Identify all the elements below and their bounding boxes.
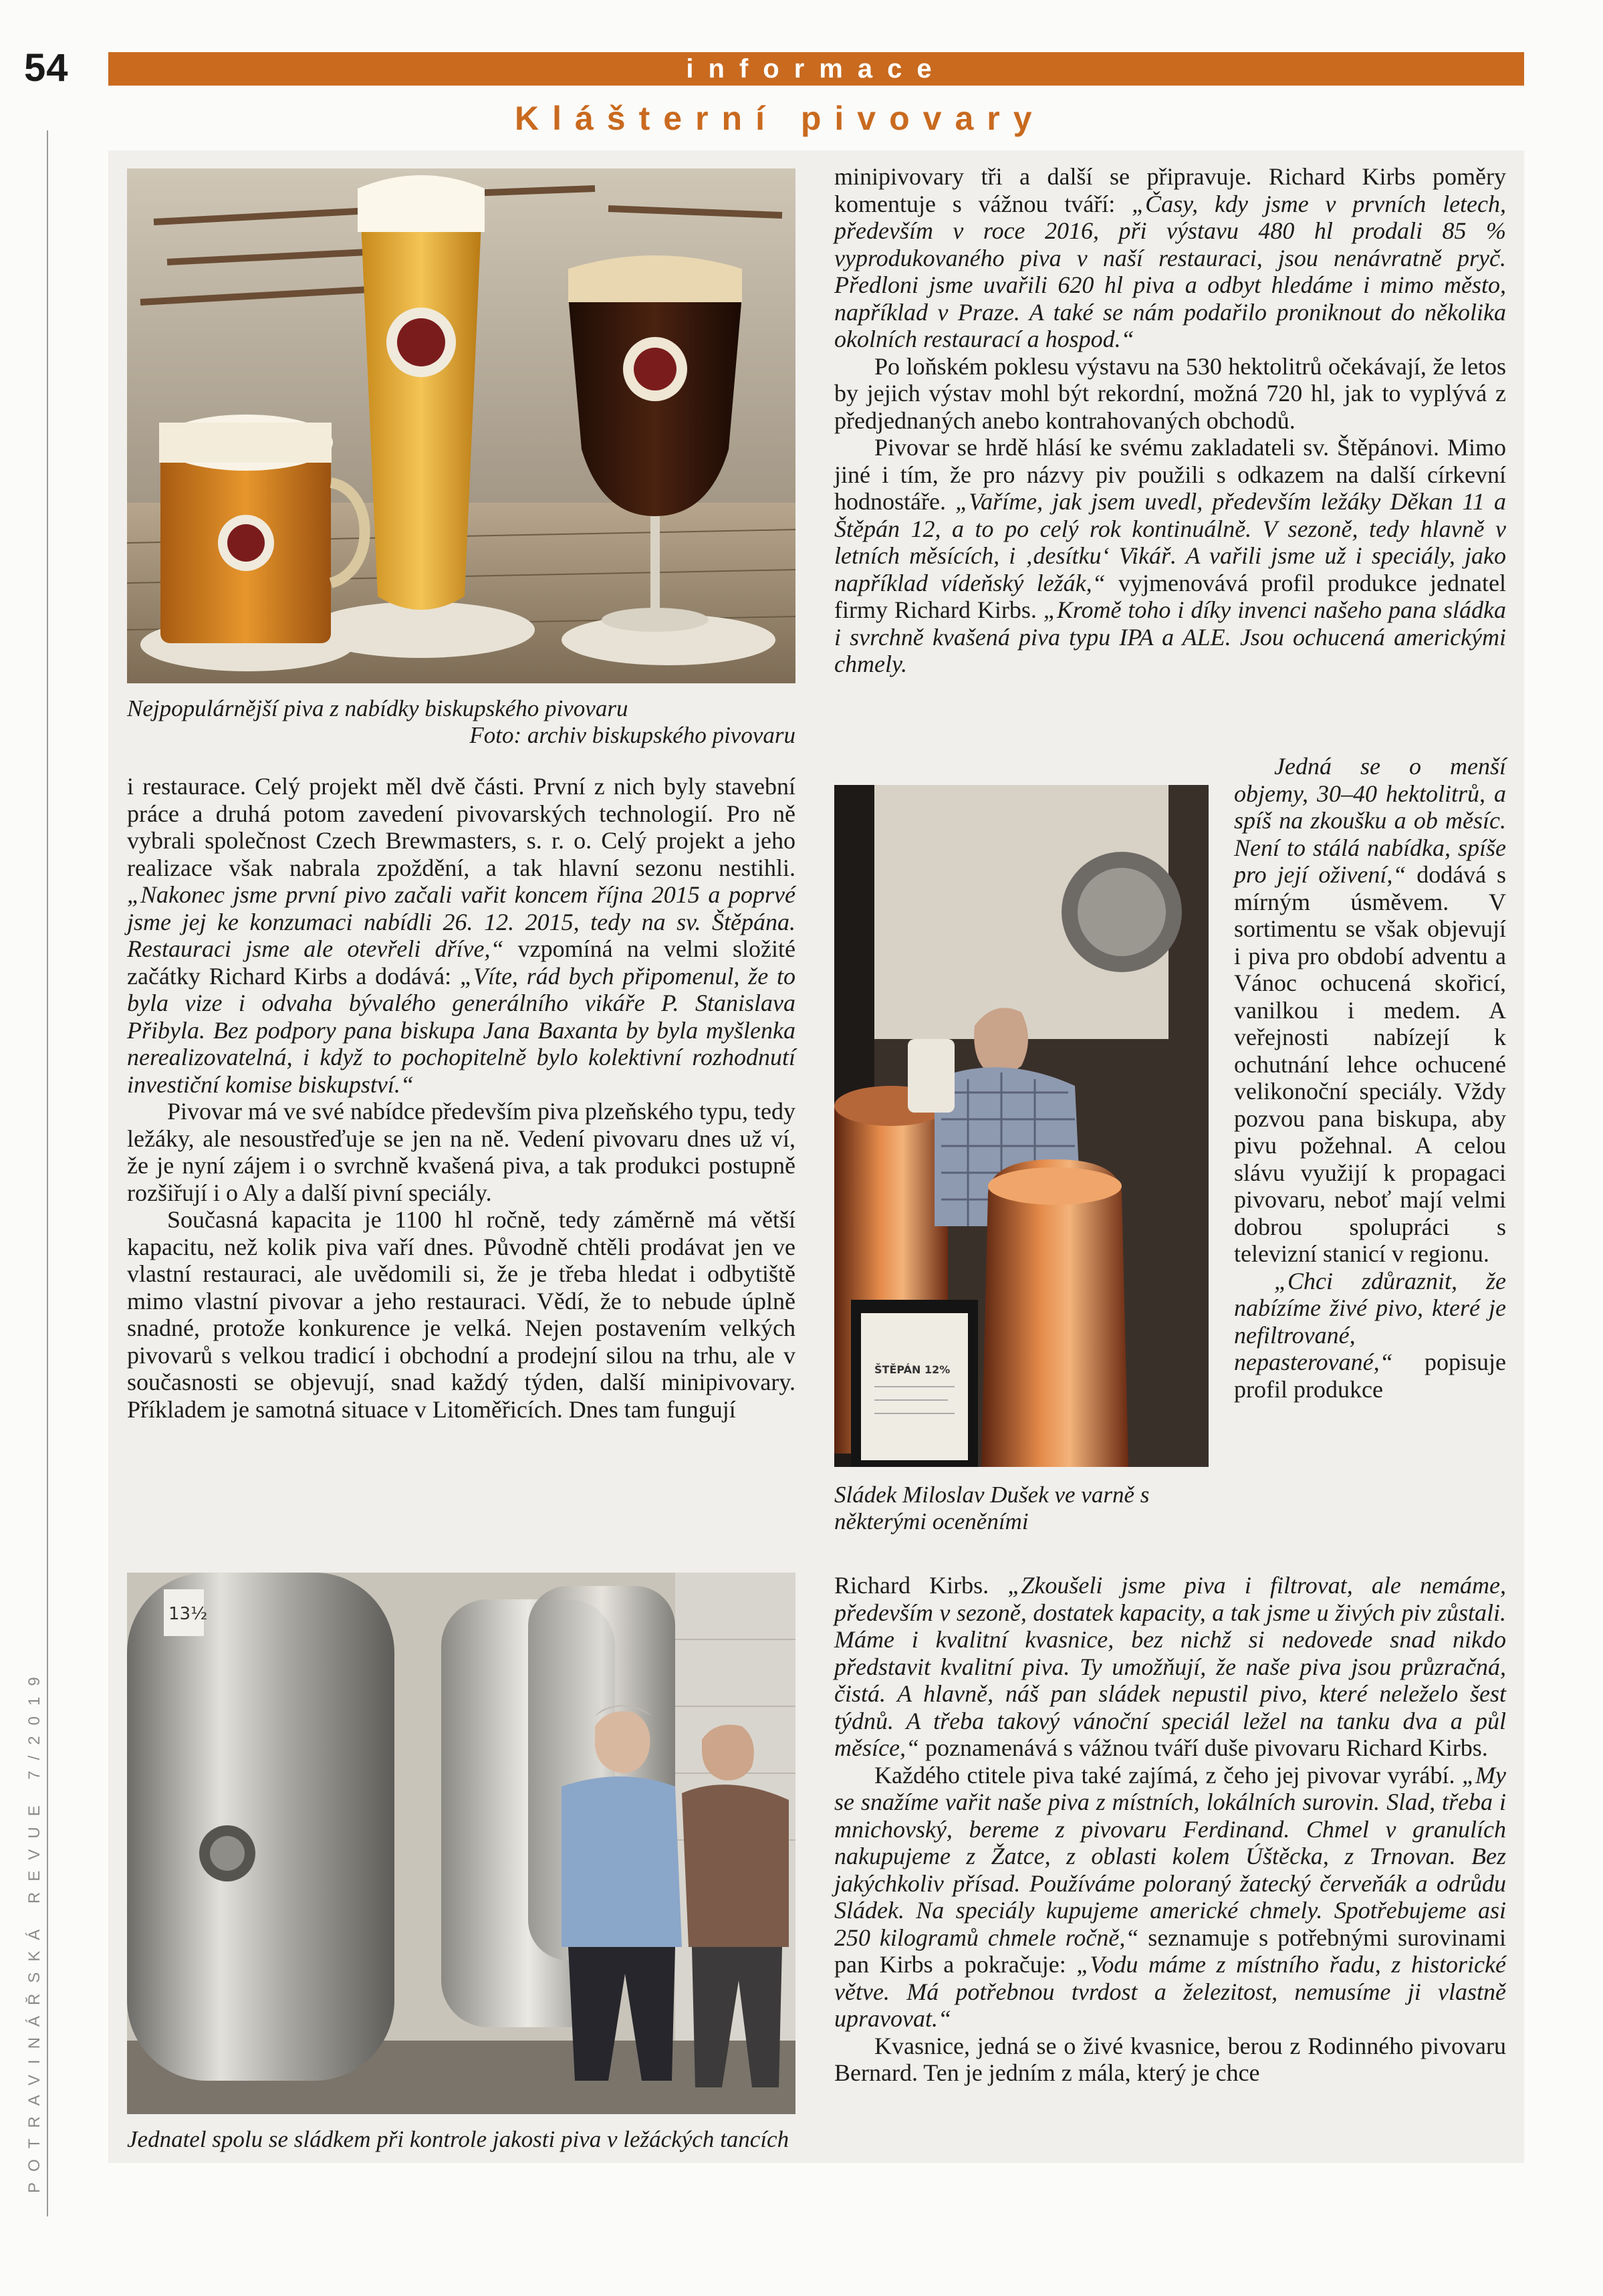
beer-photo-caption-text: Nejpopulárnější piva z nabídky biskupského pivovaru xyxy=(127,695,628,721)
body-text: vyjmenovává profil produkce jednatel firmy Richard Kirbs. xyxy=(834,569,1506,623)
section-title: informace xyxy=(686,54,947,84)
section-header-bar xyxy=(108,52,1524,86)
body-text: vzpomíná na velmi složité začátky Richard Kirbs a dodává: xyxy=(127,935,795,990)
article-paragraph xyxy=(834,434,1506,678)
right-text-column-bottom xyxy=(834,1572,1506,2087)
body-text: Po loňském poklesu výstavu na 530 hektolitrů očekávají, že letos by jejich výstav mohl být rekordní, možná 720 hl, jak to vyplývá z předjednaných anebo kontrahovaných obchodů. xyxy=(834,352,1506,434)
body-text: i restaurace. Celý projekt měl dvě části. První z nich byly stavební práce a druhá potom zavedení pivovarských technologií. Pro ně vybrali společnost Czech Brewmasters, s. r. o. Celý projekt a jeho realizace však nabrala zpoždění, a tak hlavní sezonu nestihli. xyxy=(127,773,795,881)
body-text: Kvasnice, jedná se o živé kvasnice, berou z Rodinného pivovaru Bernard. Ten je jedním z mála, který je chce xyxy=(834,2032,1506,2086)
tanks-photo-caption: Jednatel spolu se sládkem při kontrole jakosti piva v ležáckých tancích xyxy=(127,2126,789,2152)
article-paragraph xyxy=(1234,753,1506,1268)
beer-photo-caption xyxy=(127,695,795,749)
page-number: 54 xyxy=(24,46,69,90)
brewer-photo xyxy=(834,785,1209,1467)
brewer-photo-caption: Sládek Miloslav Dušek ve varně s některými oceněními xyxy=(834,1482,1150,1534)
left-text-column xyxy=(127,773,795,1423)
article-paragraph xyxy=(834,163,1506,353)
article-subtitle: Klášterní pivovary xyxy=(515,100,1045,137)
article-paragraph xyxy=(127,773,795,1098)
article-paragraph xyxy=(1234,1268,1506,1403)
article-paragraph xyxy=(127,1206,795,1423)
certificate-text: ŠTĚPÁN 12% xyxy=(874,1363,951,1376)
quote-text: „Vodu máme z místního řadu, z historické větve. Má potřebnou tvrdost a železitost, nemusíme ji vlastně upravovat.“ xyxy=(834,1951,1506,2032)
right-text-column-top xyxy=(834,163,1506,678)
article-paragraph xyxy=(834,1572,1506,1762)
article-paragraph xyxy=(834,1762,1506,2033)
quote-text: „Časy, kdy jsme v prvních letech, především v roce 2016, při výstavu 480 hl prodali 85 % vyprodukovaného piva v naší restauraci, jsou nenávratně pryč. Předloni jsme uvařili 620 hl piva a odbyt hledáme i mimo město, například v Praze. A také se nám podařilo proniknout do několika okolních restaurací a hospod.“ xyxy=(834,190,1507,352)
body-text: dodává s mírným úsměvem. V sortimentu se však objevují i piva pro období adventu a Vánoc ochucená skořicí, vanilkou i medem. A veřejnosti nabízejí k ochutnání lehce ochucené velikonoční speciály. Vždy pozvou pana biskupa, aby pivu požehnal. A celou slávu využijí k propagaci pivovaru, neboť mají velmi dobrou spolupráci s televizní stanicí v regionu. xyxy=(1234,861,1506,1267)
beer-glasses-photo xyxy=(127,168,795,683)
quote-text: „Zkoušeli jsme piva i filtrovat, ale nemáme, především v sezoně, dostatek kapacity, a tak jsme u živých piv zůstali. Máme i kvalitní kvasnice, bez nichž si nedovede snad nikdo představit kvalitní piva. Ty umožňují, že naše piva jsou průzračná, čistá. A hlavně, náš pan sládek nepustil pivo, které neleželo šest týdnů. A třeba takový vánoční speciál ležel na tanku dva a půl měsíce,“ xyxy=(834,1572,1506,1761)
lagering-tanks-photo xyxy=(127,1573,795,2114)
body-text: Každého ctitele piva také zajímá, z čeho jej pivovar vyrábí. xyxy=(874,1761,1462,1789)
beer-photo-credit: Foto: archiv biskupského pivovaru xyxy=(469,722,795,748)
article-paragraph xyxy=(834,2033,1506,2087)
sidebar-rule xyxy=(47,130,48,2216)
body-text: seznamuje s potřebnými surovinami pan Kirbs a pokračuje: xyxy=(834,1924,1506,1978)
tank-marking: 13½ xyxy=(168,1604,208,1624)
quote-text: „My se snažíme vařit naše piva z místních, lokálních surovin. Slad, třeba i mnichovský, bereme z pivovaru Ferdinand. Chmel v granulích nakupujeme z Žatce, z oblasti kolem Úštěcka, z Trnovan. Bez jakýchkoliv přísad. Používáme poloraný žatecký červeňák a odrůdu Sládek. Na speciály kupujeme americké chmely. Spotřebujeme asi 250 kilogramů chmele ročně,“ xyxy=(834,1761,1506,1951)
body-text: minipivovary tři a další se připravuje. Richard Kirbs poměry komentuje s vážnou tváří: xyxy=(834,163,1506,217)
body-text: Současná kapacita je 1100 hl ročně, tedy záměrně má větší kapacitu, než kolik piva vaří dnes. Původně chtěli prodávat jen ve vlastní restauraci, ale uvědomili si, že je třeba hledat i odbytiště mimo vlastní pivovar a jeho restauraci. Vědí, že to nebude úplně snadné, protože konkurence je velká. Nejen postavením velkých pivovarů s velkou tradicí i obchodní a prodejní silou na trhu, ale v současnosti se objevují, snad každý týden, další minipivovary. Příkladem je samotná situace v Litoměřicích. Dnes tam fungují xyxy=(127,1206,795,1423)
magazine-issue-label: POTRAVINÁŘSKÁ REVUE 7/2019 xyxy=(25,1666,43,2193)
right-narrow-text-column xyxy=(1234,753,1506,1403)
quote-text: „Kromě toho i díky invenci našeho pana sládka i svrchně kvašená piva typu IPA a ALE. Jsou ochucená americkými chmely. xyxy=(834,596,1507,677)
article-paragraph xyxy=(127,1098,795,1206)
body-text: poznamenává s vážnou tváří duše pivovaru Richard Kirbs. xyxy=(918,1734,1488,1761)
quote-text: Jedná se o menší objemy, 30–40 hektolitrů, a spíš na zkoušku a ob měsíc. Není to stálá nabídka, spíše pro její oživení,“ xyxy=(1234,753,1506,888)
quote-text: „Víte, rád bych připomenul, že to byla vize i odvaha bývalého generálního vikáře P. Stanislava Přibyla. Bez podpory pana biskupa Jana Baxanta by byla myšlenka nerealizovatelná, i když to pochopitelně bylo kolektivní rozhodnutí investiční komise biskupství.“ xyxy=(127,962,795,1098)
quote-text: „Nakonec jsme první pivo začali vařit koncem října 2015 a poprvé jsme jej ke konzumaci nabídli 26. 12. 2015, tedy na sv. Štěpána. Restauraci jsme ale otevřeli dříve,“ xyxy=(127,881,795,962)
quote-text: „Vaříme, jak jsem uvedl, především ležáky Děkan 11 a Štěpán 12, a to po celý rok kontinuálně. V sezoně, tedy hlavně v letních měsících, i ‚desítku‘ Vikář. A vařili jsme už i speciály, jako například vídeňský ležák,“ xyxy=(834,488,1506,596)
body-text: Richard Kirbs. xyxy=(834,1572,1008,1599)
body-text: Pivovar se hrdě hlásí ke svému zakladateli sv. Štěpánovi. Mimo jiné i tím, že pro názvy piv použili s odkazem na další církevní hodnostáře. xyxy=(834,434,1506,515)
body-text: popisuje profil produkce xyxy=(1234,1349,1506,1403)
quote-text: „Chci zdůraznit, že nabízíme živé pivo, které je nefiltrované, nepasterované,“ xyxy=(1234,1267,1506,1375)
body-text: Pivovar má ve své nabídce především piva plzeňského typu, tedy ležáky, ale nesoustřeďuje se jen na ně. Vedení pivovaru dnes už ví, že je nyní zájem i o svrchně kvašená piva, a tak produkci postupně rozšiřují i o Aly a další pivní speciály. xyxy=(127,1098,795,1206)
article-paragraph xyxy=(834,353,1506,435)
